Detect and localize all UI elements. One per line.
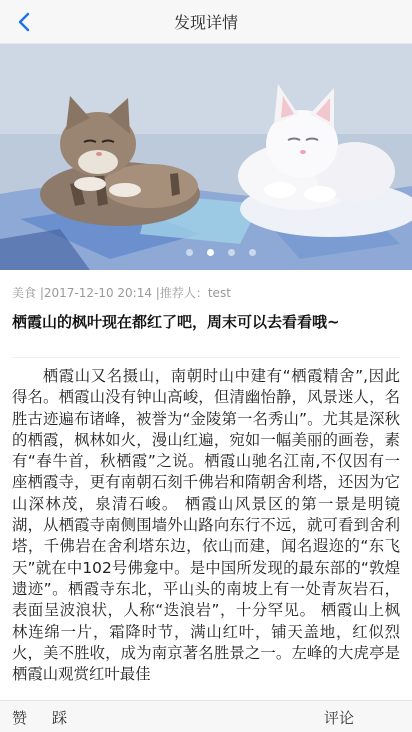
comment-button[interactable]: 评论 xyxy=(324,709,355,727)
like-button[interactable]: 赞 xyxy=(12,709,28,727)
divider xyxy=(12,357,400,358)
carousel-indicator xyxy=(0,249,412,256)
carousel-dot[interactable] xyxy=(207,249,214,256)
dislike-button[interactable]: 踩 xyxy=(52,709,68,727)
page-title: 发现详情 xyxy=(173,13,238,32)
back-button[interactable] xyxy=(10,8,38,36)
article-title: 栖霞山的枫叶现在都红了吧，周末可以去看看哦~ xyxy=(12,313,340,331)
carousel-dot[interactable] xyxy=(249,249,256,256)
cats-photo xyxy=(0,44,412,270)
carousel-dot[interactable] xyxy=(228,249,235,256)
top-nav-bar xyxy=(0,0,412,44)
article-meta: 美食 |2017-12-10 20:14 |推荐人：test xyxy=(12,286,231,300)
carousel-dot[interactable] xyxy=(186,249,193,256)
article-body: 栖霞山又名摄山，南朝时山中建有“栖霞精舍”,因此得名。栖霞山没有钟山高峻，但清幽怡静，风景迷人，名胜古迹遍布诸峰，被誉为“金陵第一名秀山”。尤其是深秋的栖霞，枫林如火，漫山红遍，宛如一幅美丽的画卷，素有“春牛首，秋栖霞”之说。栖霞山驰名江南,不仅因有一座栖霞寺，更有南朝石刻千佛岩和隋朝舍利塔，还因为它山深林茂，泉清石峻。 栖霞山风景区的第一景是明镜湖，从栖霞寺南侧围墙外山路向东行不远，就可看到舍利塔，千佛岩在舍利塔东边，依山而建，闻名遐迩的“东飞天”就在中102号佛龛中。是中国所发现的最东部的“敦煌遗迹”。栖霞寺东北，平山头的南坡上有一处青灰岩石，表面呈波浪状，人称“迭浪岩”，十分罕见。 栖霞山上枫林连绵一片，霜降时节，满山红叶，铺天盖地，红似烈火，美不胜收，成为南京著名胜景之一。左峰的大虎亭是栖霞山观赏红叶最佳 xyxy=(12,367,400,684)
chevron-left-icon xyxy=(17,12,31,32)
bottom-action-bar xyxy=(0,700,412,732)
image-carousel[interactable] xyxy=(0,44,412,270)
